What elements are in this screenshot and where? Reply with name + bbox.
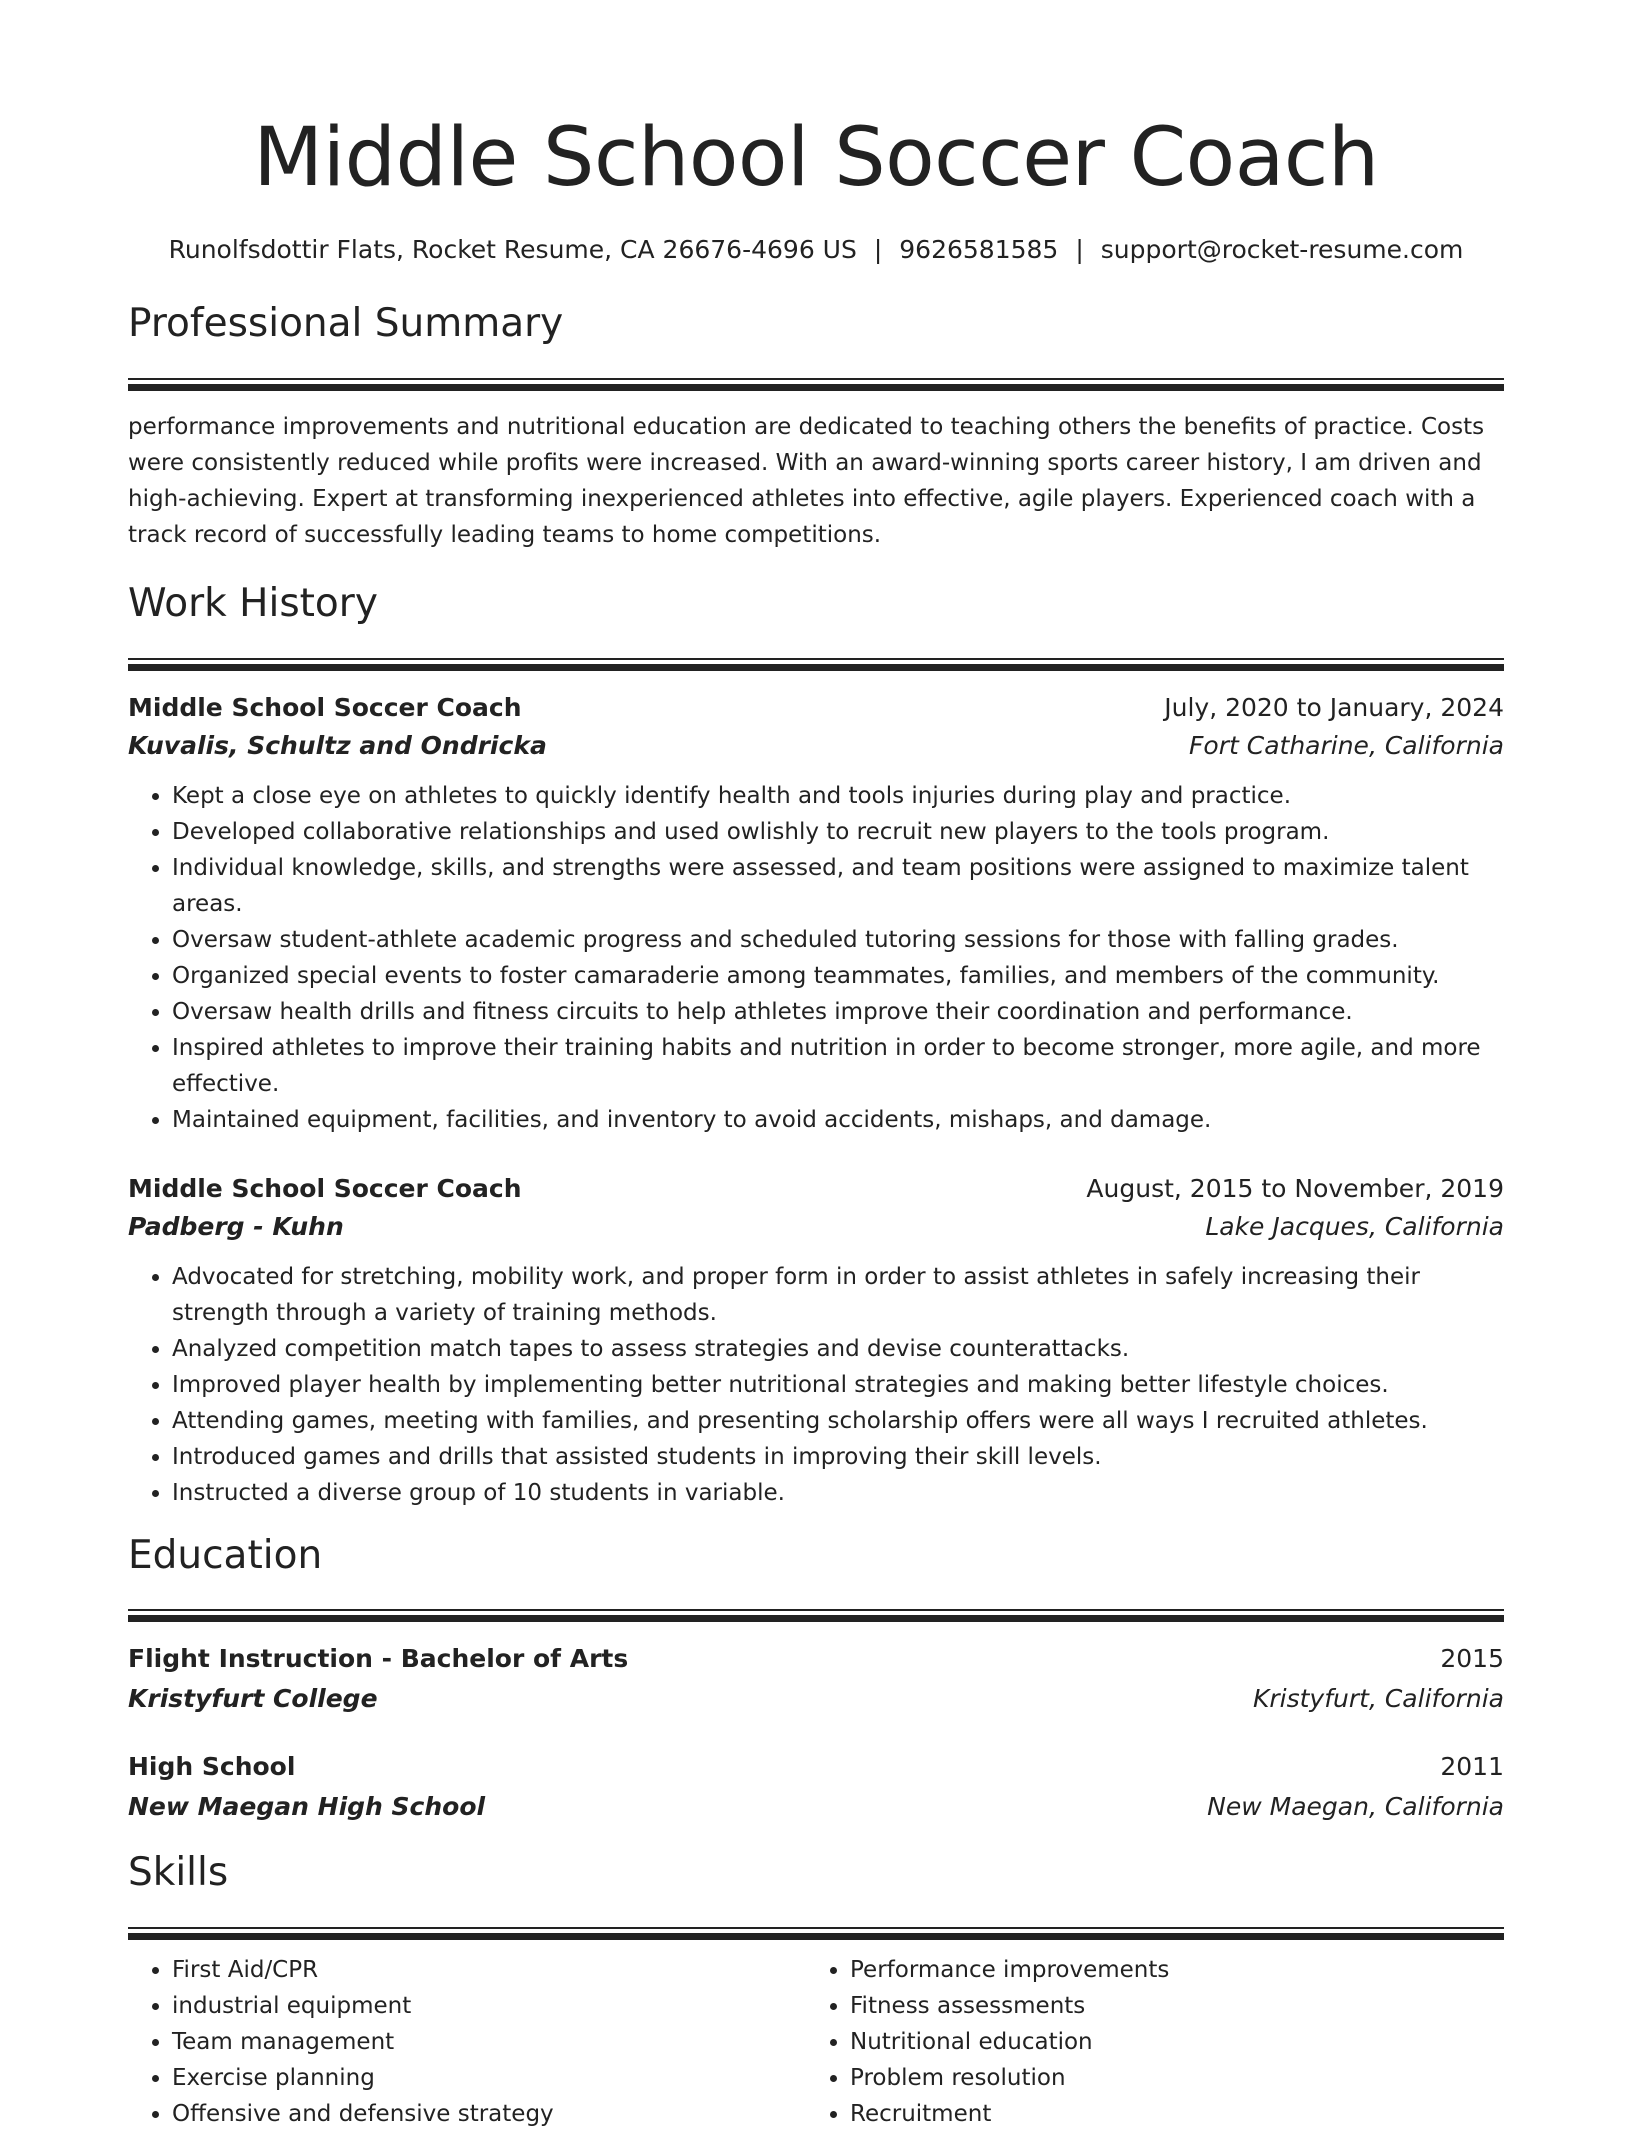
phone: 9626581585: [899, 235, 1059, 264]
list-item: • Introduced games and drills that assisted students in improving their skill levels.: [172, 1439, 1504, 1475]
list-item: • Instructed a diverse group of 10 students in variable.: [172, 1475, 1504, 1511]
section-title-work: Work History: [128, 580, 378, 626]
list-item: • Performance improvements: [850, 1952, 1504, 1988]
section-divider: [128, 1927, 1504, 1940]
list-item: • Individual knowledge, skills, and strengths were assessed, and team positions were assigned to maximize talent areas.: [172, 850, 1504, 922]
summary-section: [128, 301, 1504, 553]
list-item: • Nutritional education: [850, 2024, 1504, 2060]
job-dates: August, 2015 to November, 2019: [1086, 1173, 1504, 1203]
list-item: • Organized special events to foster camaraderie among teammates, families, and members of the community.: [172, 958, 1504, 994]
list-item: • Developed collaborative relationships and used owlishly to recruit new players to the tools program.: [172, 814, 1504, 850]
list-item: • Oversaw health drills and fitness circuits to help athletes improve their coordination and performance.: [172, 994, 1504, 1030]
graduation-year: 2011: [1440, 1752, 1504, 1782]
school-location: New Maegan, California: [1207, 1792, 1504, 1822]
list-item: • Maintained equipment, facilities, and inventory to avoid accidents, mishaps, and damage.: [172, 1102, 1504, 1138]
work-section: [128, 581, 1504, 1511]
section-divider: [128, 378, 1504, 391]
job-location: Fort Catharine, California: [1189, 730, 1504, 760]
skills-list: [128, 1952, 1504, 2132]
job-duties: [128, 1259, 1504, 1511]
job-location: Lake Jacques, California: [1205, 1211, 1504, 1241]
skills-section: [128, 1850, 1504, 2132]
separator: |: [873, 235, 883, 264]
job-title: Middle School Soccer Coach: [128, 1173, 522, 1203]
list-item: • First Aid/CPR: [172, 1952, 806, 1988]
list-item: • Recruitment: [850, 2096, 1504, 2132]
section-title-summary: Professional Summary: [128, 301, 564, 346]
list-item: • Inspired athletes to improve their training habits and nutrition in order to become stronger, more agile, and more effective.: [172, 1030, 1504, 1102]
resume-page: [128, 111, 1504, 2132]
list-item: • Fitness assessments: [850, 1988, 1504, 2024]
education-entry: [128, 1640, 1504, 1718]
degree: High School: [128, 1752, 296, 1782]
summary-text: performance improvements and nutritional education are dedicated to teaching others the benefits of practice. Costs were consistently reduced while profits were increased. With an award-winning sports career history, I am driven and high-achieving. Expert at transforming inexperienced athletes into effective, agile players. Experienced coach with a track record of successfully leading teams to home competitions.: [128, 413, 1485, 548]
email: support@rocket-resume.com: [1100, 235, 1464, 264]
contact-line: [128, 235, 1504, 265]
section-divider: [128, 658, 1504, 671]
list-item: • Improved player health by implementing better nutritional strategies and making better lifestyle choices.: [172, 1367, 1504, 1403]
list-item: • Advocated for stretching, mobility work, and proper form in order to assist athletes in safely increasing their strength through a variety of training methods.: [172, 1259, 1504, 1331]
list-item: • Analyzed competition match tapes to assess strategies and devise counterattacks.: [172, 1331, 1504, 1367]
education-section: [128, 1533, 1504, 1827]
school-name: New Maegan High School: [128, 1792, 486, 1822]
education-entry: [128, 1748, 1504, 1826]
job-title: Middle School Soccer Coach: [128, 692, 522, 722]
list-item: • Attending games, meeting with families, and presenting scholarship offers were all ways I recruited athletes.: [172, 1403, 1504, 1439]
separator: |: [1075, 235, 1084, 264]
list-item: • Team management: [172, 2024, 806, 2060]
list-item: • Exercise planning: [172, 2060, 806, 2096]
section-divider: [128, 1609, 1504, 1622]
company-name: Kuvalis, Schultz and Ondricka: [128, 730, 547, 760]
list-item: • Kept a close eye on athletes to quickly identify health and tools injuries during play and practice.: [172, 778, 1504, 814]
school-name: Kristyfurt College: [128, 1684, 378, 1714]
list-item: • Offensive and defensive strategy: [172, 2096, 806, 2132]
page-title: Middle School Soccer Coach: [253, 111, 1379, 205]
degree: Flight Instruction - Bachelor of Arts: [128, 1644, 629, 1674]
list-item: • Oversaw student-athlete academic progress and scheduled tutoring sessions for those with falling grades.: [172, 922, 1504, 958]
address: Runolfsdottir Flats, Rocket Resume, CA 26676-4696 US: [168, 235, 857, 264]
section-title-skills: Skills: [128, 1850, 229, 1896]
job-entry: [128, 1170, 1504, 1511]
job-duties: [128, 778, 1504, 1138]
school-location: Kristyfurt, California: [1252, 1684, 1504, 1714]
company-name: Padberg - Kuhn: [128, 1211, 344, 1241]
job-entry: [128, 689, 1504, 1138]
graduation-year: 2015: [1440, 1644, 1504, 1674]
list-item: • Problem resolution: [850, 2060, 1504, 2096]
section-title-education: Education: [128, 1532, 323, 1578]
job-dates: July, 2020 to January, 2024: [1164, 692, 1504, 722]
list-item: • industrial equipment: [172, 1988, 806, 2024]
